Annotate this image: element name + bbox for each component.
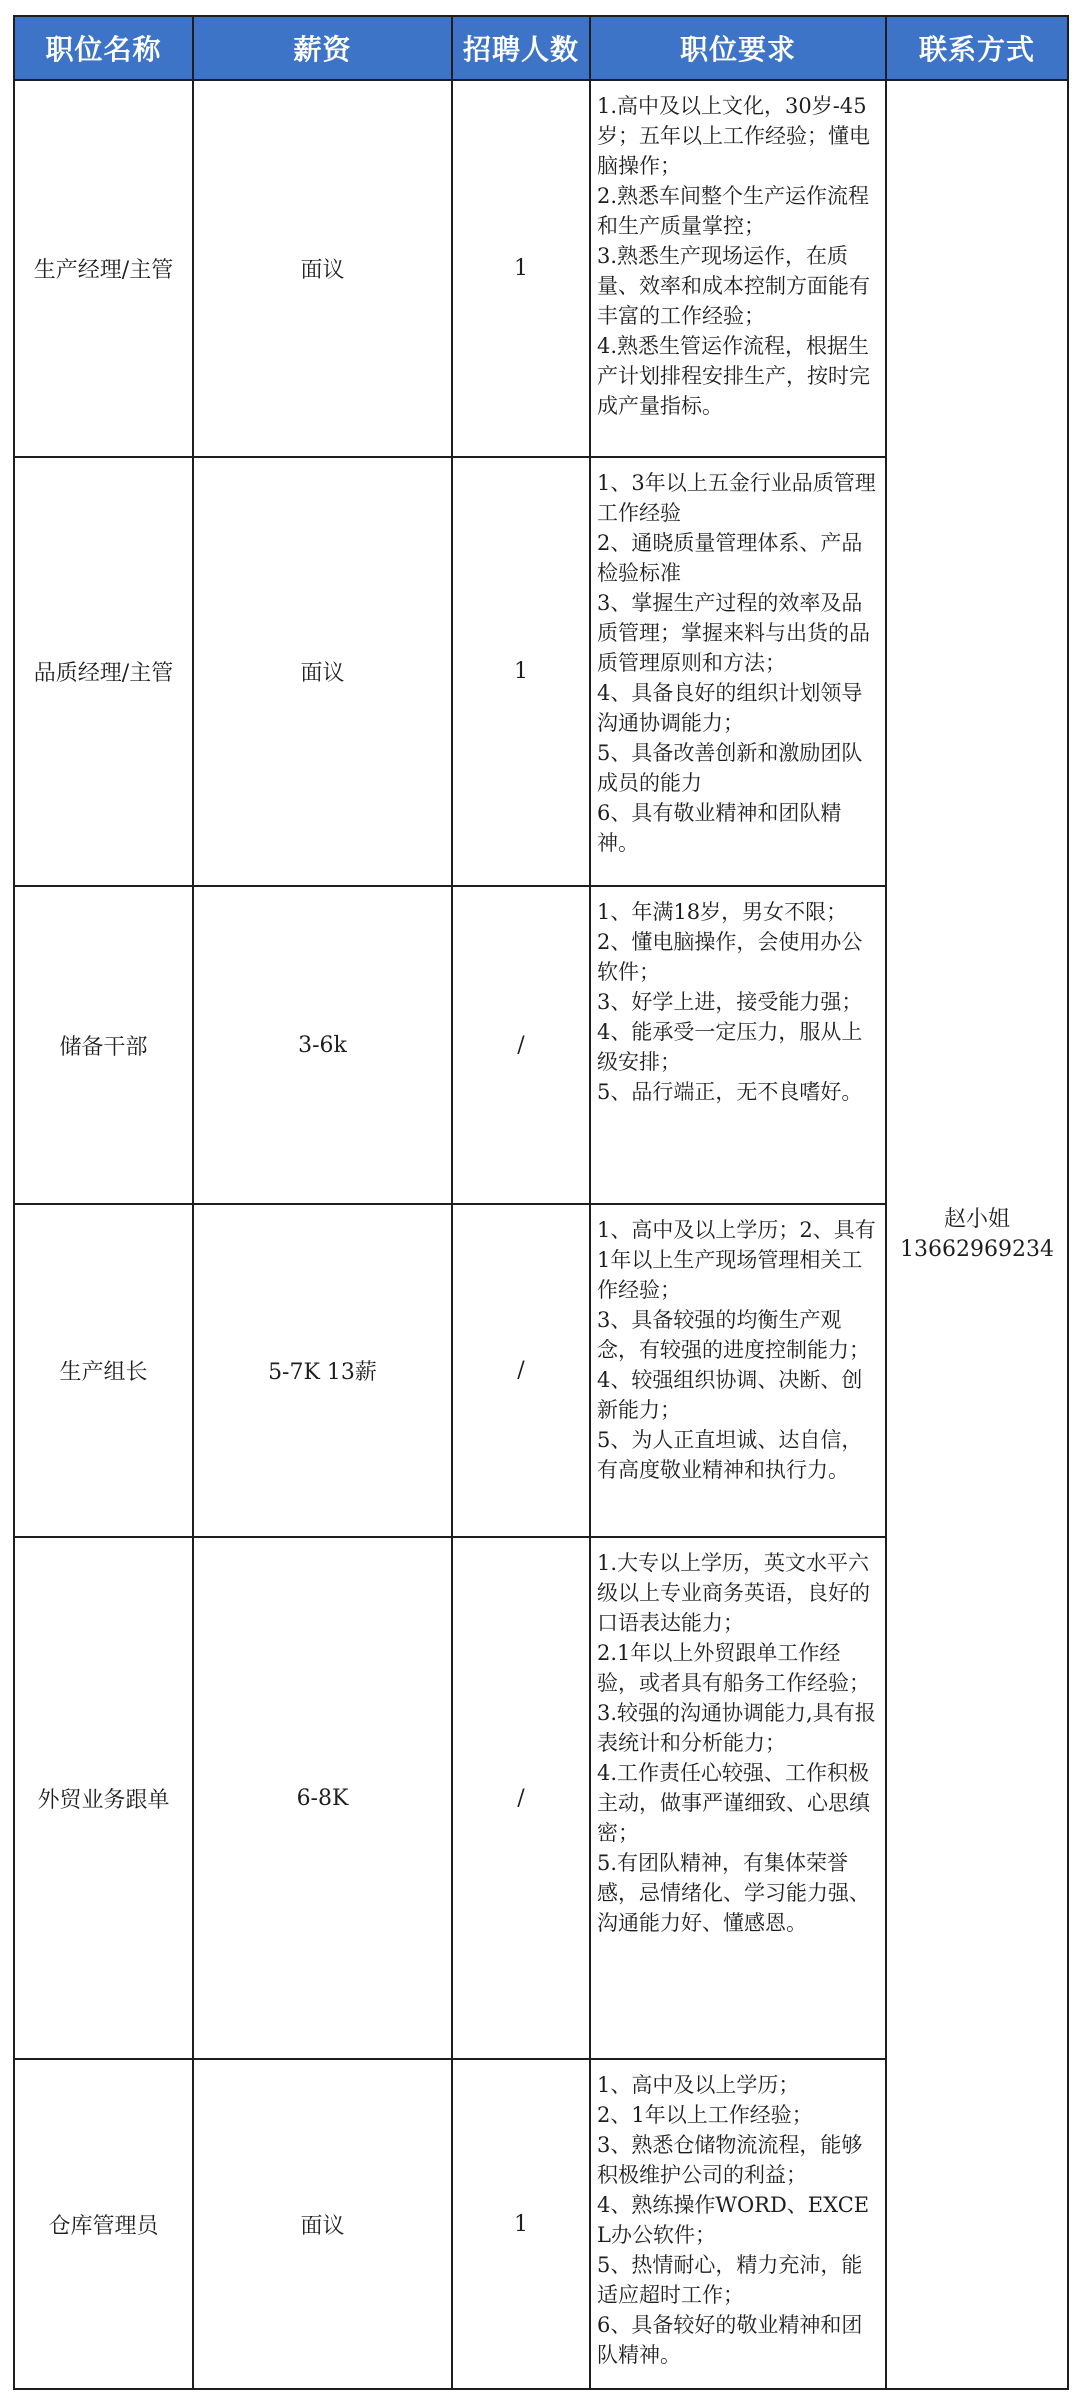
table-row: [14, 80, 1068, 457]
job-title: 生产组长: [14, 1204, 193, 1537]
job-headcount: /: [452, 886, 590, 1204]
job-salary: 面议: [193, 80, 452, 457]
job-headcount: /: [452, 1204, 590, 1537]
job-headcount: 1: [452, 2059, 590, 2389]
job-requirements: 1.大专以上学历，英文水平六级以上专业商务英语，良好的口语表达能力； 2.1年以上外贸跟单工作经验，或者具有船务工作经验； 3.较强的沟通协调能力,具有报表统计和分析能力； 4.工作责任心较强、工作积极主动，做事严谨细致、心思缜密； 5.有团队精神，有集体荣誉感，忌情绪化、学习能力强、沟通能力好、懂感恩。: [590, 1537, 886, 2059]
header-salary: 薪资: [193, 16, 452, 80]
header-contact: 联系方式: [886, 16, 1068, 80]
job-headcount: 1: [452, 457, 590, 886]
table-header-row: [14, 16, 1068, 80]
job-headcount: 1: [452, 80, 590, 457]
job-salary: 面议: [193, 457, 452, 886]
header-requirements: 职位要求: [590, 16, 886, 80]
job-title: 生产经理/主管: [14, 80, 193, 457]
job-title: 储备干部: [14, 886, 193, 1204]
job-requirements: 1、高中及以上学历； 2、1年以上工作经验； 3、熟悉仓储物流流程，能够积极维护公司的利益； 4、熟练操作WORD、EXCEL办公软件； 5、热情耐心，精力充沛，能适应超时工作； 6、具备较好的敬业精神和团队精神。: [590, 2059, 886, 2389]
contact-phone: 13662969234: [900, 1236, 1054, 1262]
job-headcount: /: [452, 1537, 590, 2059]
job-requirements: 1、年满18岁，男女不限； 2、懂电脑操作，会使用办公软件； 3、好学上进，接受能力强； 4、能承受一定压力，服从上级安排； 5、品行端正，无不良嗜好。: [590, 886, 886, 1204]
job-title: 外贸业务跟单: [14, 1537, 193, 2059]
header-job-title: 职位名称: [14, 16, 193, 80]
job-requirements: 1、3年以上五金行业品质管理工作经验 2、通晓质量管理体系、产品检验标准 3、掌握生产过程的效率及品质管理；掌握来料与出货的品质管理原则和方法； 4、具备良好的组织计划领导沟通协调能力； 5、具备改善创新和激励团队成员的能力 6、具有敬业精神和团队精神。: [590, 457, 886, 886]
job-title: 品质经理/主管: [14, 457, 193, 886]
contact-name: 赵小姐: [943, 1206, 1010, 1232]
job-salary: 3-6k: [193, 886, 452, 1204]
job-salary: 5-7K 13薪: [193, 1204, 452, 1537]
recruitment-table: [13, 15, 1069, 2390]
job-requirements: 1.高中及以上文化，30岁-45岁；五年以上工作经验；懂电脑操作； 2.熟悉车间整个生产运作流程和生产质量掌控； 3.熟悉生产现场运作，在质量、效率和成本控制方面能有丰富的工作经验； 4.熟悉生管运作流程，根据生产计划排程安排生产，按时完成产量指标。: [590, 80, 886, 457]
job-requirements: 1、高中及以上学历；2、具有1年以上生产现场管理相关工作经验； 3、具备较强的均衡生产观念，有较强的进度控制能力； 4、较强组织协调、决断、创新能力； 5、为人正直坦诚、达自信，有高度敬业精神和执行力。: [590, 1204, 886, 1537]
job-salary: 面议: [193, 2059, 452, 2389]
recruitment-page: [13, 15, 1067, 2390]
header-headcount: 招聘人数: [452, 16, 590, 80]
job-salary: 6-8K: [193, 1537, 452, 2059]
contact-cell: [886, 80, 1068, 2389]
job-title: 仓库管理员: [14, 2059, 193, 2389]
